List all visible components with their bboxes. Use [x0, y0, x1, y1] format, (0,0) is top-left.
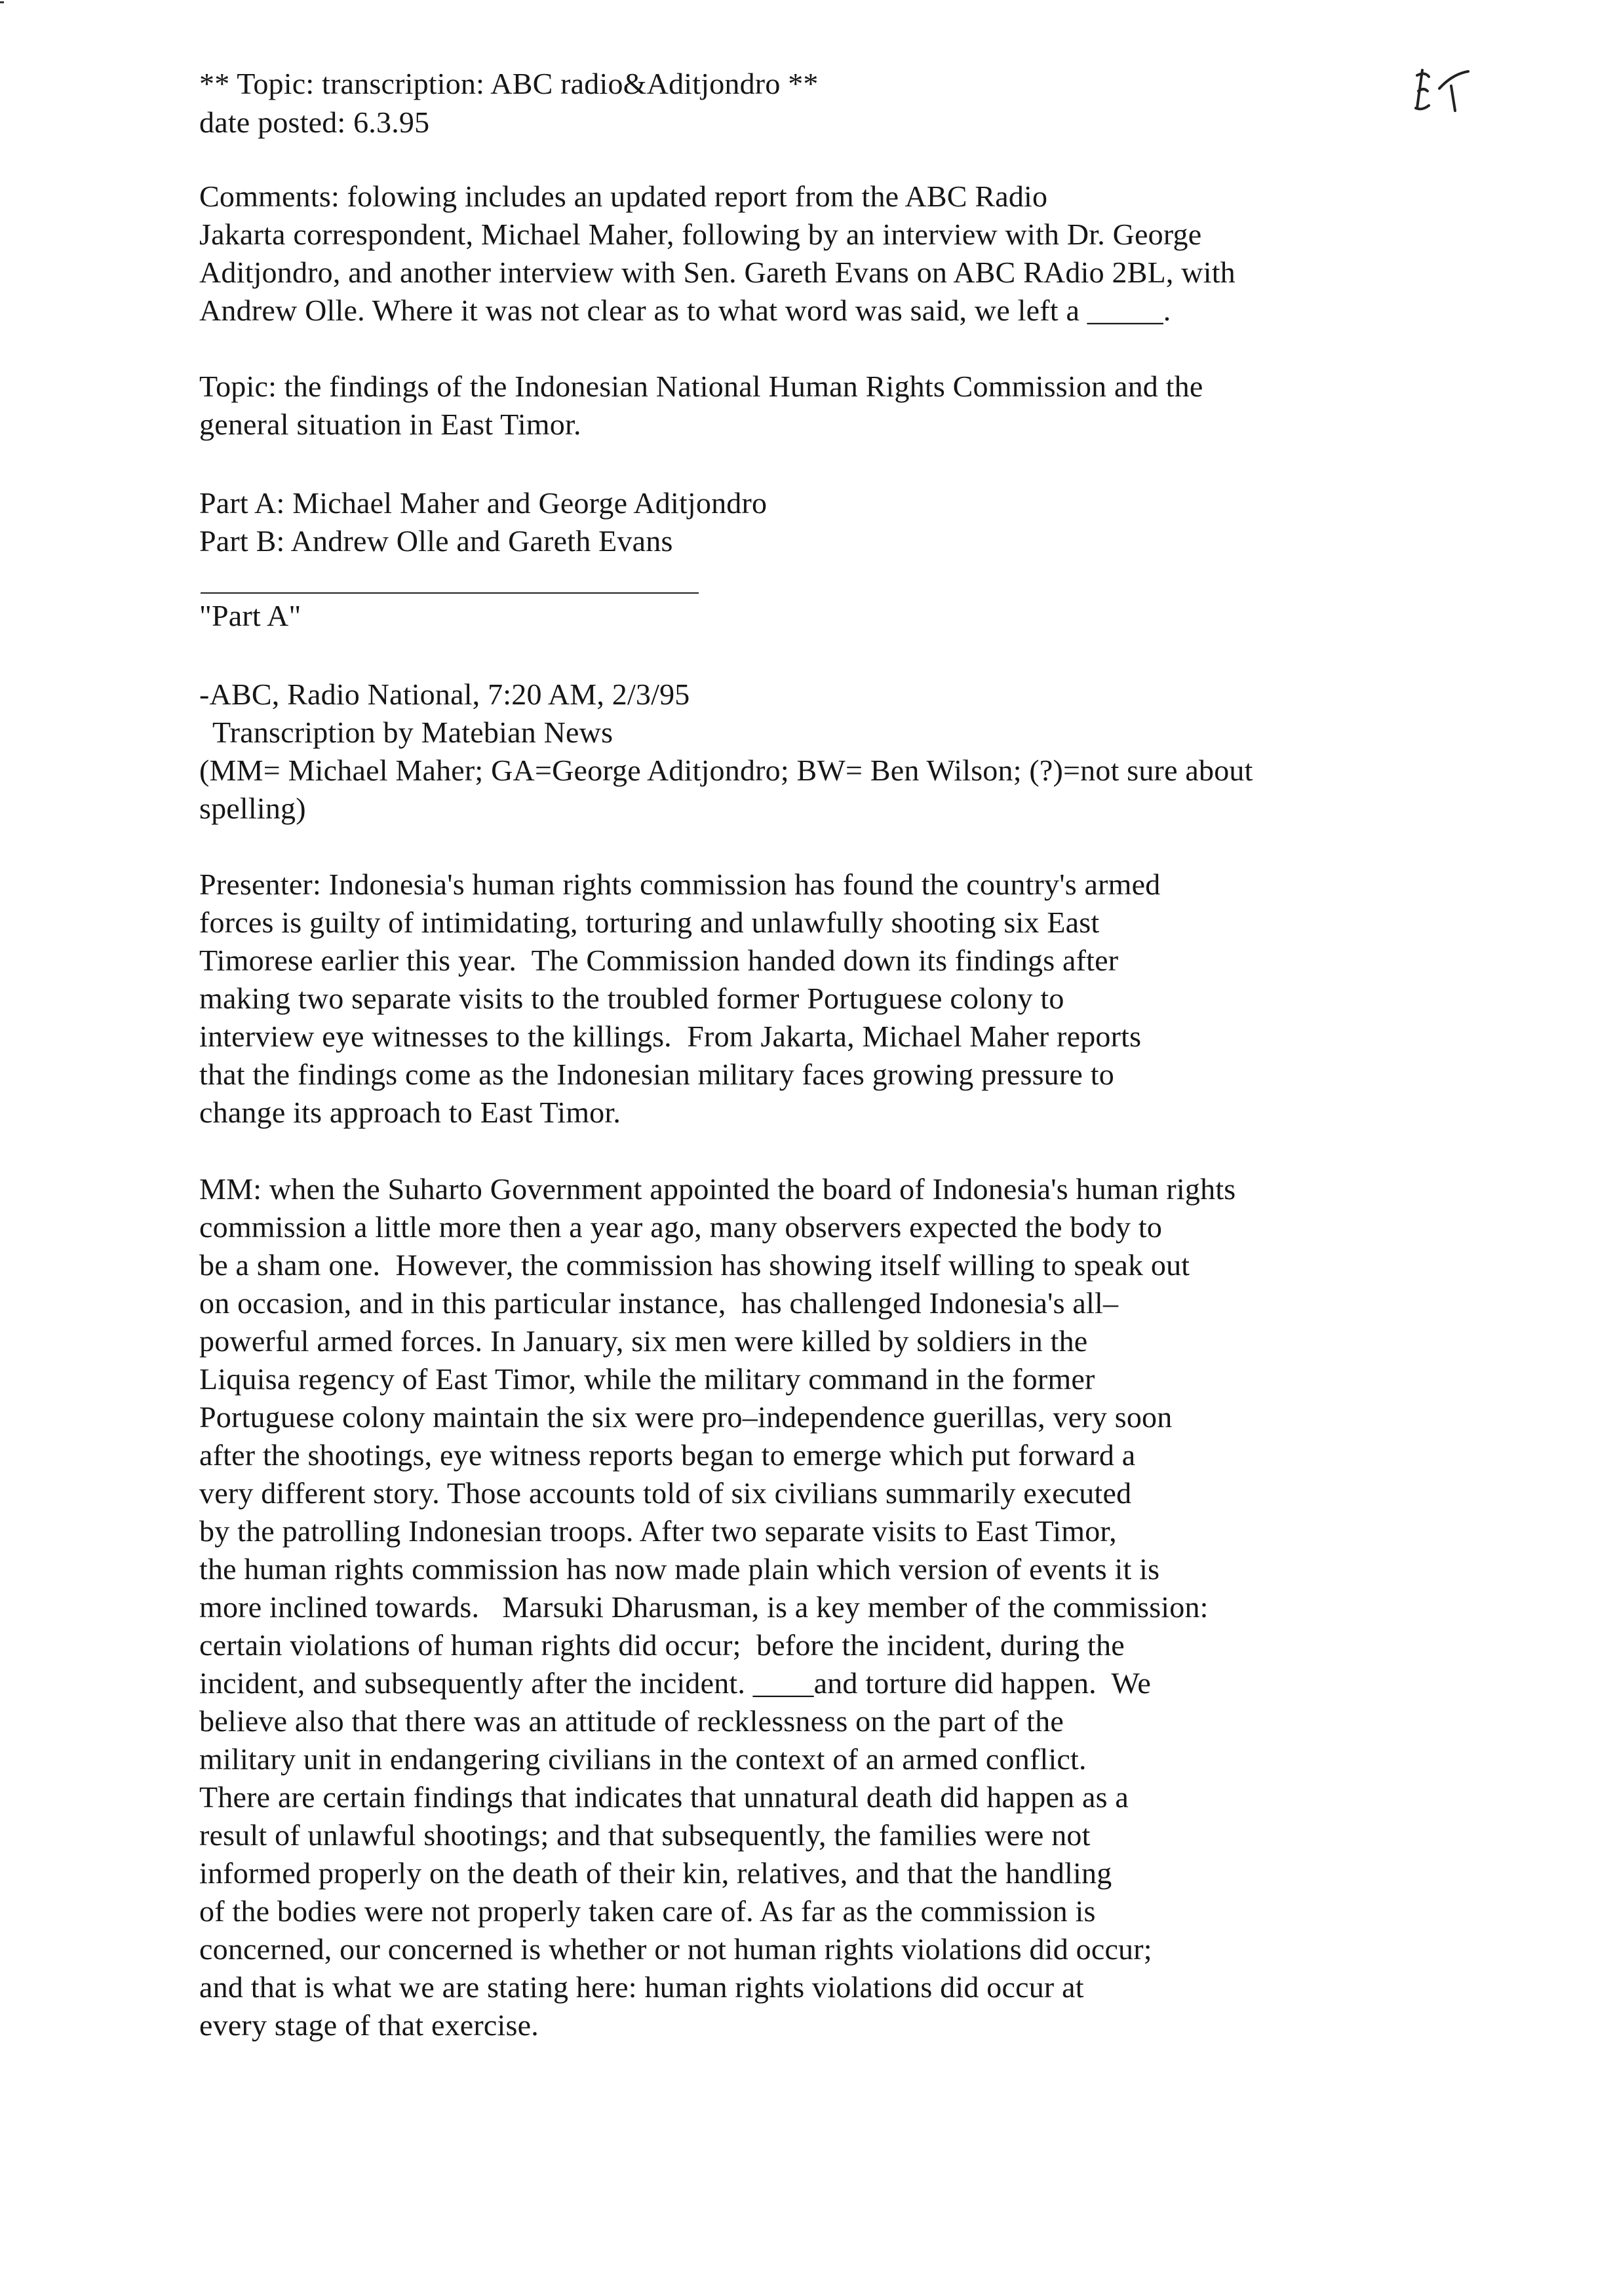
mm-line: commission a little more then a year ago, many observers expected the body to — [199, 1210, 1163, 1244]
presenter-line: making two separate visits to the troubled former Portuguese colony to — [199, 982, 1064, 1015]
mm-line: after the shootings, eye witness reports began to emerge which put forward a — [199, 1438, 1136, 1472]
mm-line: informed properly on the death of their kin, relatives, and that the handling — [199, 1856, 1112, 1890]
mm-line: Portuguese colony maintain the six were pro–independence guerillas, very soon — [199, 1400, 1173, 1434]
part-a-summary: Part A: Michael Maher and George Aditjondro — [199, 486, 768, 520]
topic-header-line: ** Topic: transcription: ABC radio&Aditjondro ** — [199, 67, 819, 100]
mm-line: the human rights commission has now made plain which version of events it is — [199, 1552, 1160, 1586]
date-posted-line: date posted: 6.3.95 — [199, 105, 430, 139]
source-line: -ABC, Radio National, 7:20 AM, 2/3/95 — [199, 678, 690, 711]
mm-line: by the patrolling Indonesian troops. After two separate visits to East Timor, — [199, 1514, 1117, 1548]
comments-line: Jakarta correspondent, Michael Maher, following by an interview with Dr. George — [199, 218, 1202, 251]
mm-line: Liquisa regency of East Timor, while the military command in the former — [199, 1362, 1095, 1396]
mm-line: result of unlawful shootings; and that subsequently, the families were not — [199, 1818, 1091, 1852]
mm-line: on occasion, and in this particular instance, has challenged Indonesia's all– — [199, 1286, 1119, 1320]
comments-line: Andrew Olle. Where it was not clear as to what word was said, we left a _____. — [199, 294, 1171, 327]
presenter-line: Timorese earlier this year. The Commission handed down its findings after — [199, 944, 1119, 977]
source-line: (MM= Michael Maher; GA=George Aditjondro; BW= Ben Wilson; (?)=not sure about — [199, 754, 1253, 787]
presenter-line: Presenter: Indonesia's human rights commission has found the country's armed — [199, 868, 1161, 901]
section-divider — [201, 592, 699, 594]
mm-line: certain violations of human rights did occur; before the incident, during the — [199, 1628, 1125, 1662]
handwritten-annotation — [1403, 62, 1481, 121]
presenter-line: interview eye witnesses to the killings. From Jakarta, Michael Maher reports — [199, 1020, 1142, 1053]
scan-edge-mark — [0, 1, 4, 3]
mm-line: military unit in endangering civilians in the context of an armed conflict. — [199, 1742, 1087, 1776]
topic-line: general situation in East Timor. — [199, 408, 581, 441]
part-b-summary: Part B: Andrew Olle and Gareth Evans — [199, 524, 673, 558]
topic-line: Topic: the findings of the Indonesian National Human Rights Commission and the — [199, 370, 1203, 403]
mm-line: powerful armed forces. In January, six men were killed by soldiers in the — [199, 1324, 1088, 1358]
mm-line: There are certain findings that indicates that unnatural death did happen as a — [199, 1780, 1129, 1814]
mm-line: believe also that there was an attitude of recklessness on the part of the — [199, 1704, 1064, 1738]
presenter-line: change its approach to East Timor. — [199, 1096, 621, 1129]
mm-line: incident, and subsequently after the incident. ____and torture did happen. We — [199, 1666, 1151, 1700]
mm-line: very different story. Those accounts told of six civilians summarily executed — [199, 1476, 1132, 1510]
mm-line: more inclined towards. Marsuki Dharusman, is a key member of the commission: — [199, 1590, 1209, 1624]
comments-line: Aditjondro, and another interview with Sen. Gareth Evans on ABC RAdio 2BL, with — [199, 256, 1236, 289]
source-line: spelling) — [199, 792, 306, 825]
part-a-heading: "Part A" — [199, 599, 302, 632]
mm-line: and that is what we are stating here: human rights violations did occur at — [199, 1970, 1084, 2004]
mm-line: MM: when the Suharto Government appointed the board of Indonesia's human rights — [199, 1172, 1236, 1206]
comments-line: Comments: folowing includes an updated report from the ABC Radio — [199, 180, 1048, 213]
mm-line: every stage of that exercise. — [199, 2008, 539, 2042]
mm-line: be a sham one. However, the commission has showing itself willing to speak out — [199, 1248, 1190, 1282]
mm-line: of the bodies were not properly taken care of. As far as the commission is — [199, 1894, 1096, 1928]
mm-line: concerned, our concerned is whether or not human rights violations did occur; — [199, 1932, 1152, 1966]
presenter-line: forces is guilty of intimidating, torturing and unlawfully shooting six East — [199, 906, 1100, 939]
source-line: Transcription by Matebian News — [212, 716, 613, 749]
presenter-line: that the findings come as the Indonesian military faces growing pressure to — [199, 1058, 1114, 1091]
